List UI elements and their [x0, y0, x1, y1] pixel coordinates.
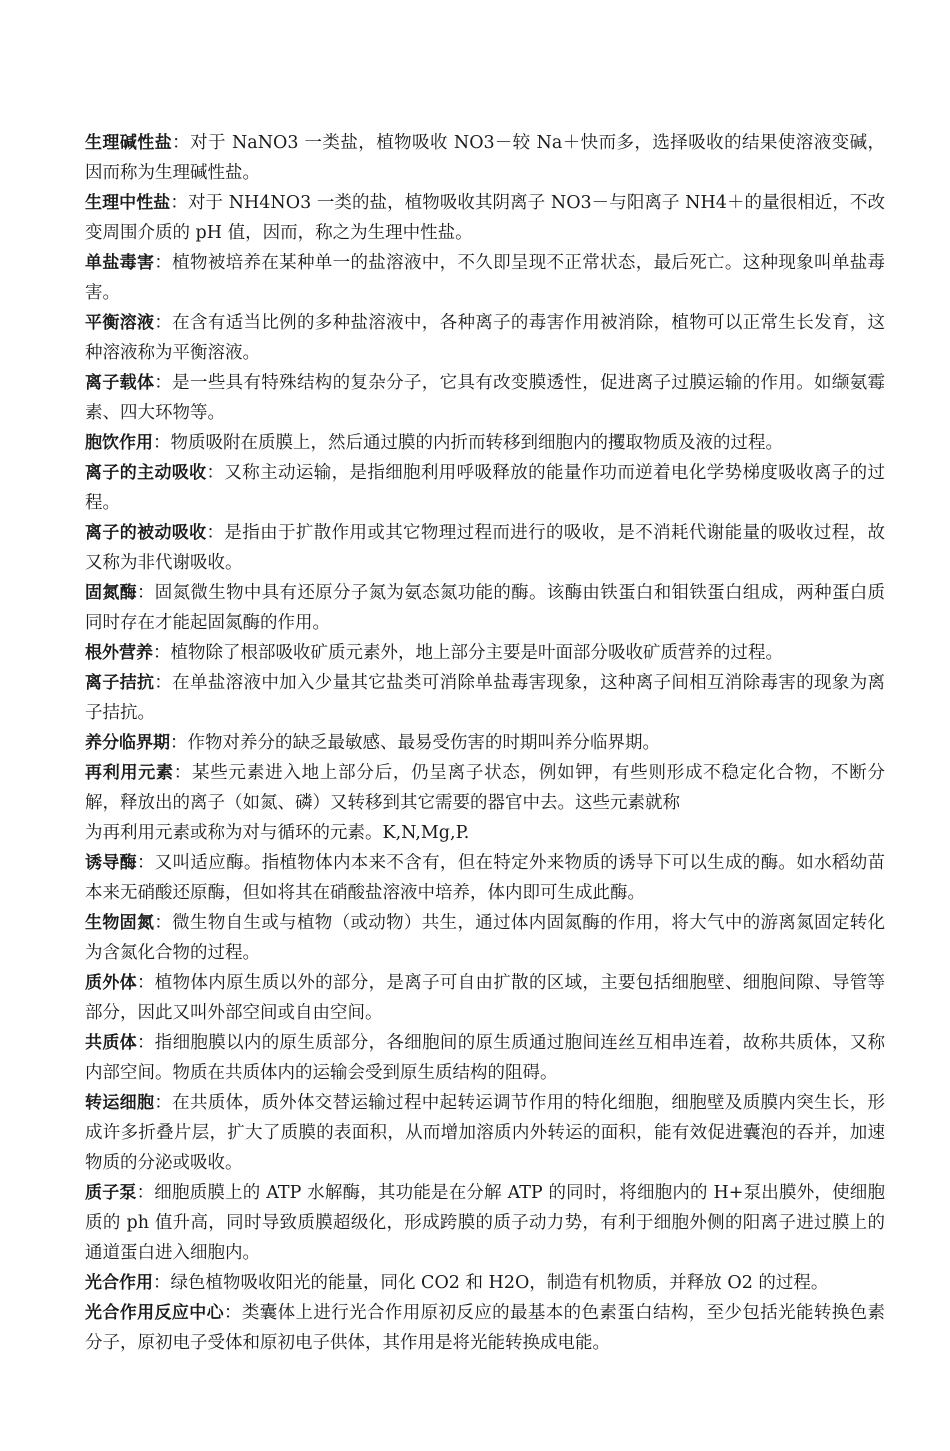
glossary-entry [85, 308, 885, 368]
glossary-term: 光合作用 [85, 1273, 153, 1293]
term-separator: ： [206, 463, 225, 483]
glossary-term: 根外营养 [85, 643, 153, 663]
glossary-entry [85, 848, 885, 908]
glossary-term: 生理中性盐 [85, 193, 171, 213]
glossary-term: 离子载体 [85, 373, 155, 393]
glossary-term: 光合作用反应中心 [85, 1303, 224, 1323]
glossary-entry [85, 968, 885, 1028]
glossary-definition: 在单盐溶液中加入少量其它盐类可消除单盐毒害现象，这种离子间相互消除毒害的现象为离子拮抗。 [85, 673, 886, 723]
glossary-entry [85, 518, 885, 578]
glossary-entry [85, 1298, 885, 1358]
glossary-definition: 在含有适当比例的多种盐溶液中，各种离子的毒害作用被消除，植物可以正常生长发育，这种溶液称为平衡溶液。 [85, 313, 886, 363]
term-separator: ： [173, 763, 193, 783]
term-separator: ： [136, 1183, 155, 1203]
glossary-definition: 又称主动运输，是指细胞利用呼吸释放的能量作功而逆着电化学势梯度吸收离子的过程。 [85, 463, 886, 513]
glossary-entry [85, 908, 885, 968]
glossary-term: 共质体 [85, 1033, 137, 1053]
glossary-term: 离子的被动吸收 [85, 523, 207, 543]
glossary-term: 平衡溶液 [85, 313, 155, 333]
glossary-term: 固氮酶 [85, 583, 137, 603]
glossary-definition: 类囊体上进行光合作用原初反应的最基本的色素蛋白结构，至少包括光能转换色素分子，原初电子受体和原初电子供体，其作用是将光能转换成电能。 [85, 1303, 885, 1353]
glossary-entry [85, 578, 885, 638]
glossary-term: 转运细胞 [85, 1093, 155, 1113]
glossary-definition: 植物被培养在某种单一的盐溶液中，不久即呈现不正常状态，最后死亡。这种现象叫单盐毒害。 [85, 253, 886, 303]
document-body [85, 128, 885, 1358]
term-separator: ： [136, 1033, 155, 1053]
glossary-definition: 对于 NH4NO3 一类的盐，植物吸收其阴离子 NO3－与阳离子 NH4＋的量很相近，不改变周围介质的 pH 值，因而，称之为生理中性盐。 [85, 193, 886, 243]
glossary-entry [85, 1268, 885, 1298]
glossary-definition: 物质吸附在质膜上，然后通过膜的内折而转移到细胞内的攫取物质及液的过程。 [170, 433, 783, 453]
glossary-entry [85, 638, 885, 668]
glossary-definition: 是指由于扩散作用或其它物理过程而进行的吸收，是不消耗代谢能量的吸收过程，故又称为非代谢吸收。 [85, 523, 886, 573]
term-separator: ： [153, 643, 171, 663]
term-separator: ： [206, 523, 225, 543]
glossary-definition: 对于 NaNO3 一类盐，植物吸收 NO3－较 Na＋快而多，选择吸收的结果使溶液变碱，因而称为生理碱性盐。 [85, 133, 886, 183]
glossary-entry [85, 758, 885, 848]
glossary-definition: 指细胞膜以内的原生质部分，各细胞间的原生质通过胞间连丝互相串连着，故称共质体，又称内部空间。物质在共质体内的运输会受到原生质结构的阻碍。 [85, 1033, 886, 1083]
glossary-entry [85, 368, 885, 428]
glossary-entry [85, 728, 885, 758]
glossary-entry [85, 248, 885, 308]
term-separator: ： [154, 1093, 173, 1113]
glossary-term: 再利用元素 [85, 763, 174, 783]
glossary-term: 养分临界期 [85, 733, 170, 753]
glossary-definition: 是一些具有特殊结构的复杂分子，它具有改变膜透性，促进离子过膜运输的作用。如缬氨霉素、四大环物等。 [85, 373, 886, 423]
term-separator: ： [136, 583, 155, 603]
glossary-term: 质外体 [85, 973, 137, 993]
glossary-definition: 为再利用元素或称为对与循环的元素。K,N,Mg,P. [85, 823, 470, 843]
glossary-entry [85, 188, 885, 248]
term-separator: ： [170, 193, 188, 213]
glossary-term: 生理碱性盐 [85, 133, 173, 153]
glossary-entry [85, 128, 885, 188]
term-separator: ： [154, 373, 173, 393]
glossary-term: 单盐毒害 [85, 253, 155, 273]
term-separator: ： [154, 313, 173, 333]
glossary-definition: 又叫适应酶。指植物体内本来不含有，但在特定外来物质的诱导下可以生成的酶。如水稻幼苗本来无硝酸还原酶，但如将其在硝酸盐溶液中培养，体内即可生成此酶。 [85, 853, 886, 903]
glossary-term: 离子的主动吸收 [85, 463, 207, 483]
glossary-term: 诱导酶 [85, 853, 137, 873]
glossary-entry [85, 668, 885, 728]
term-separator: ： [170, 733, 188, 753]
glossary-term: 生物固氮 [85, 913, 155, 933]
glossary-definition: 在共质体，质外体交替运输过程中起转运调节作用的特化细胞，细胞壁及质膜内突生长，形成许多折叠片层，扩大了质膜的表面积，从而增加溶质内外转运的面积，能有效促进囊泡的吞并，加速物质的分泌或吸收。 [85, 1093, 886, 1173]
term-separator: ： [154, 913, 173, 933]
glossary-entry [85, 458, 885, 518]
glossary-entry [85, 1028, 885, 1088]
glossary-term: 质子泵 [85, 1183, 137, 1203]
glossary-definition: 植物除了根部吸收矿质元素外，地上部分主要是叶面部分吸收矿质营养的过程。 [170, 643, 783, 663]
term-separator: ： [224, 1303, 242, 1323]
glossary-definition: 绿色植物吸收阳光的能量，同化 CO2 和 H2O，制造有机物质，并释放 O2 的过程。 [170, 1273, 829, 1293]
glossary-definition: 微生物自生或与植物（或动物）共生，通过体内固氮酶的作用，将大气中的游离氮固定转化为含氮化合物的过程。 [85, 913, 886, 963]
glossary-definition: 某些元素进入地上部分后，仍呈离子状态，例如钾，有些则形成不稳定化合物，不断分解，释放出的离子（如氮、磷）又转移到其它需要的器官中去。这些元素就称 [85, 763, 886, 813]
term-separator: ： [136, 853, 155, 873]
term-separator: ： [136, 973, 155, 993]
glossary-entry [85, 1088, 885, 1178]
glossary-definition: 植物体内原生质以外的部分，是离子可自由扩散的区域，主要包括细胞壁、细胞间隙、导管等部分，因此又叫外部空间或自由空间。 [85, 973, 886, 1023]
term-separator: ： [172, 133, 191, 153]
glossary-definition: 作物对养分的缺乏最敏感、最易受伤害的时期叫养分临界期。 [187, 733, 660, 753]
glossary-definition: 固氮微生物中具有还原分子氮为氨态氮功能的酶。该酶由铁蛋白和钼铁蛋白组成，两种蛋白质同时存在才能起固氮酶的作用。 [85, 583, 886, 633]
term-separator: ： [154, 253, 173, 273]
term-separator: ： [153, 433, 171, 453]
term-separator: ： [154, 673, 173, 693]
glossary-term: 离子拮抗 [85, 673, 155, 693]
glossary-term: 胞饮作用 [85, 433, 153, 453]
term-separator: ： [153, 1273, 171, 1293]
glossary-entry [85, 1178, 885, 1268]
glossary-entry [85, 428, 885, 458]
glossary-definition: 细胞质膜上的 ATP 水解酶，其功能是在分解 ATP 的同时，将细胞内的 H+泵出膜外，使细胞质的 ph 值升高，同时导致质膜超级化，形成跨膜的质子动力势，有利于细胞外侧的阳离子进过膜上的通道蛋白进入细胞内。 [85, 1183, 885, 1263]
